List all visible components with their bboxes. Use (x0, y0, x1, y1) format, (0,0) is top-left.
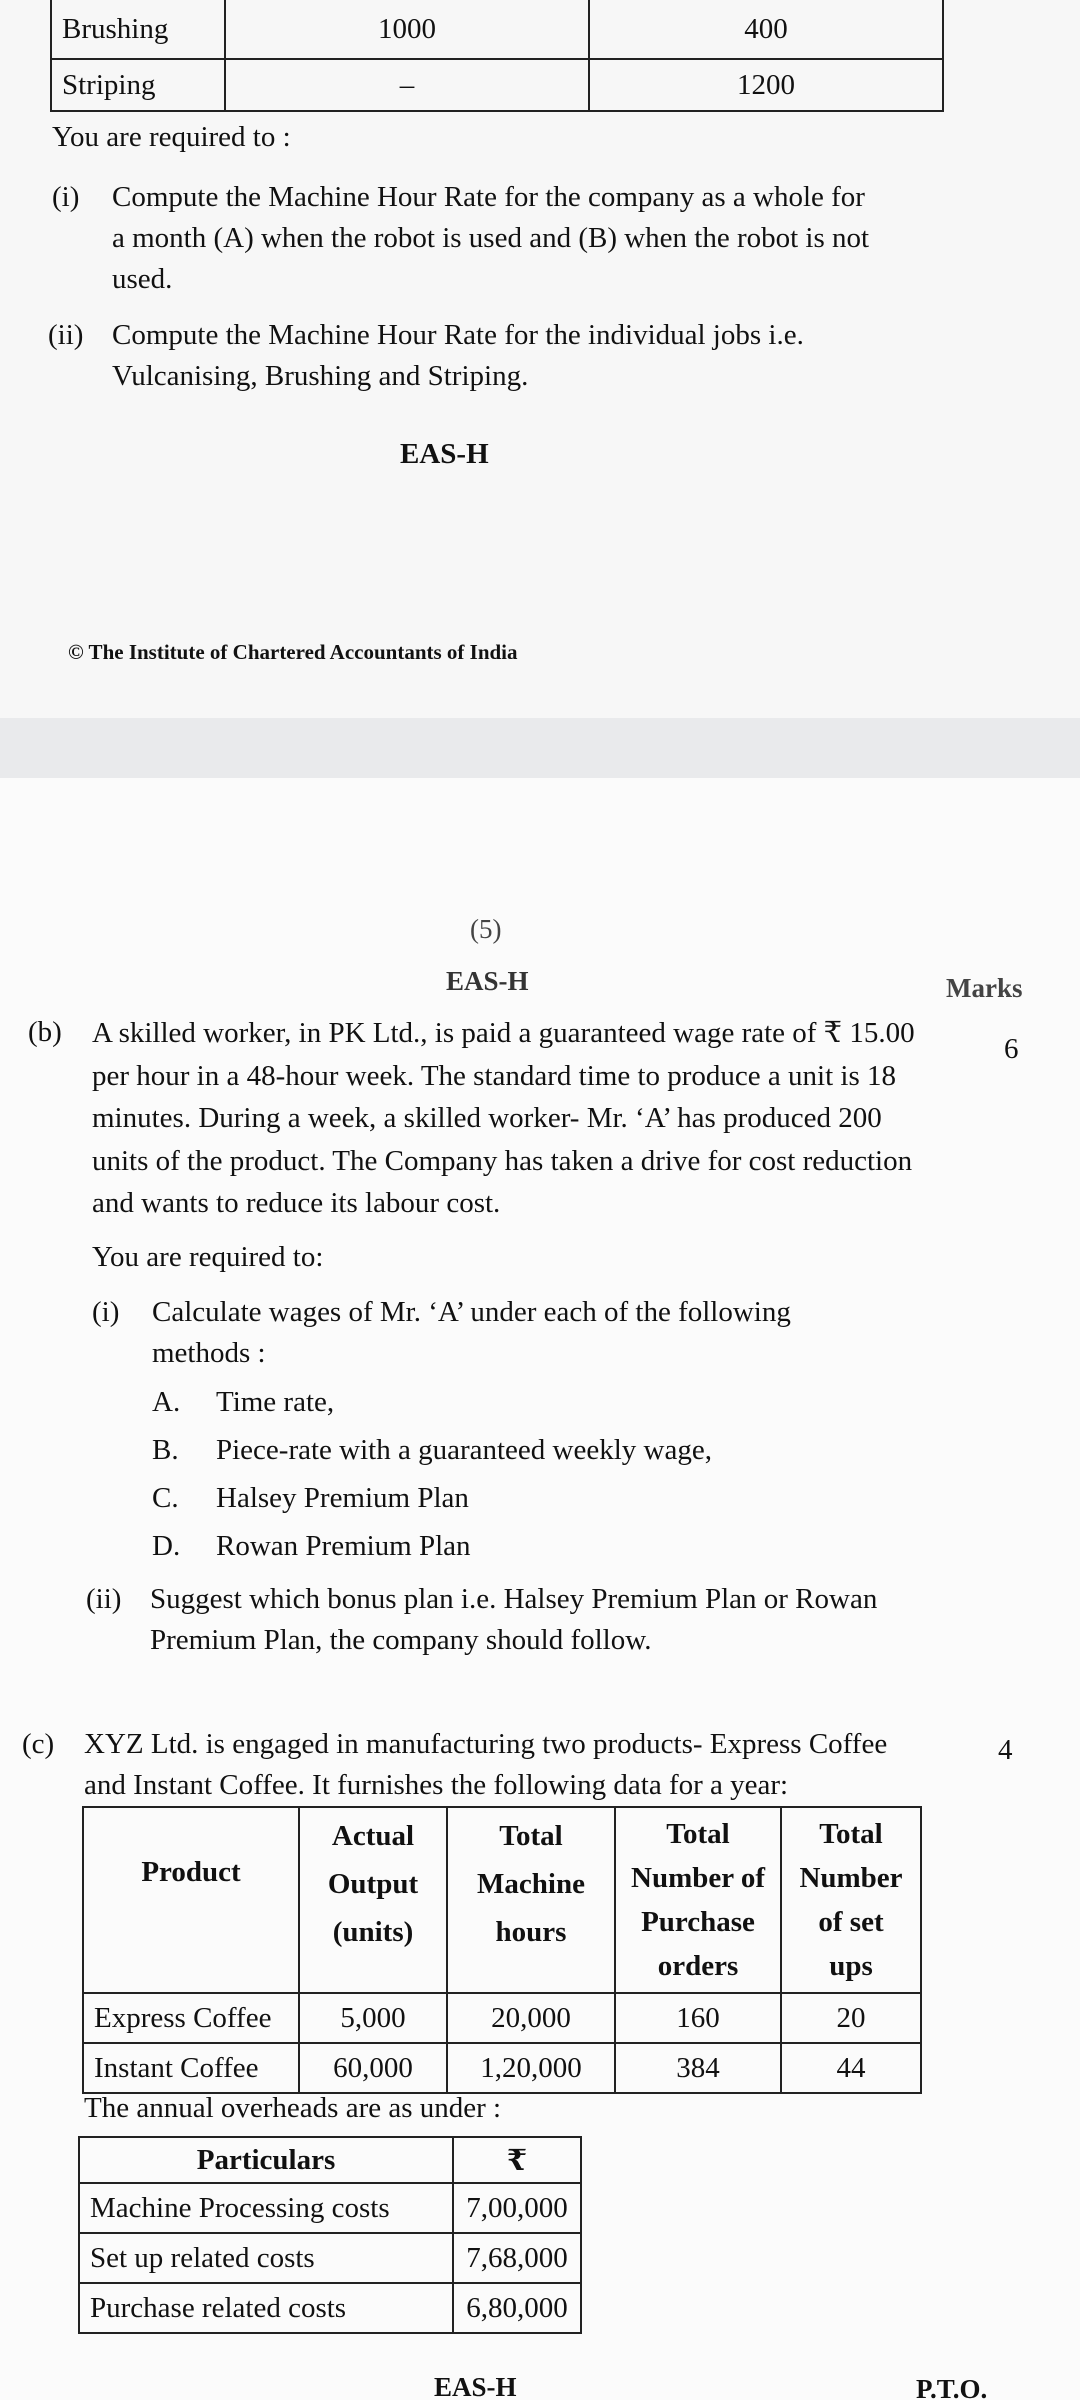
table-cell: Brushing (51, 0, 225, 59)
table-header-row (83, 1807, 921, 1993)
sub-i-text (152, 1292, 932, 1374)
required-text: You are required to : (52, 121, 291, 153)
footer-code: EAS-H (434, 2372, 517, 2402)
text-line: Vulcanising, Brushing and Striping. (112, 360, 529, 392)
methods-list (152, 1378, 712, 1570)
table-cell: 44 (781, 2043, 921, 2093)
table-cell: 6,80,000 (453, 2283, 581, 2333)
header-setups (781, 1807, 921, 1993)
pto-label: P.T.O. (916, 2374, 988, 2404)
header-purchase (615, 1807, 781, 1993)
table-cell: 384 (615, 2043, 781, 2093)
list-item (152, 1522, 712, 1570)
question-b-label: (b) (28, 1016, 62, 1048)
table-cell: 20 (781, 1993, 921, 2043)
header-line: (units) (332, 1916, 414, 1948)
item-ii-num: (ii) (48, 319, 84, 351)
item-ii (112, 315, 932, 397)
list-item (152, 1426, 712, 1474)
text-line: per hour in a 48-hour week. The standard time to produce a unit is 18 (92, 1059, 896, 1092)
method-letter: D. (152, 1530, 181, 1562)
method-letter: B. (152, 1434, 179, 1466)
table-row (83, 1993, 921, 2043)
table-row (83, 2043, 921, 2093)
table-cell: Purchase related costs (79, 2283, 453, 2333)
top-table (50, 0, 944, 112)
paper-code: EAS-H (446, 966, 529, 996)
table-cell: 60,000 (299, 2043, 447, 2093)
table-cell: 5,000 (299, 1993, 447, 2043)
text-line: Premium Plan, the company should follow. (150, 1624, 652, 1656)
table-row (79, 2283, 581, 2333)
method-text: Time rate, (216, 1386, 335, 1418)
item-i-num: (i) (52, 181, 80, 213)
question-c-text (84, 1724, 964, 1806)
text-line: and Instant Coffee. It furnishes the following data for a year: (84, 1769, 789, 1801)
table-cell: – (225, 59, 589, 111)
sub-ii-text (150, 1579, 940, 1661)
header-line: Total (499, 1820, 563, 1852)
table-cell: 400 (589, 0, 943, 59)
header-line: ups (829, 1950, 873, 1982)
table-cell: 20,000 (447, 1993, 615, 2043)
list-item (152, 1474, 712, 1522)
header-product: Product (83, 1807, 299, 1993)
paper-code: EAS-H (400, 438, 489, 470)
method-letter: C. (152, 1482, 179, 1514)
header-line: orders (657, 1950, 739, 1982)
overheads-table (78, 2136, 582, 2334)
header-machine (447, 1807, 615, 1993)
method-text: Piece-rate with a guaranteed weekly wage, (216, 1434, 712, 1466)
text-line: XYZ Ltd. is engaged in manufacturing two products- Express Coffee (84, 1728, 888, 1760)
item-i (112, 177, 932, 300)
page-1 (0, 0, 1080, 718)
page-number: (5) (470, 914, 502, 944)
table-row (51, 0, 943, 59)
question-b-marks: 6 (1004, 1033, 1019, 1065)
table-cell: 160 (615, 1993, 781, 2043)
header-line: Total (819, 1818, 883, 1850)
table-cell: 1000 (225, 0, 589, 59)
method-text: Rowan Premium Plan (216, 1530, 471, 1562)
text-line: used. (112, 263, 173, 295)
table-cell: Machine Processing costs (79, 2183, 453, 2233)
required-text: You are required to: (92, 1241, 324, 1273)
text-line: units of the product. The Company has taken a drive for cost reduction (92, 1144, 913, 1177)
table-cell: Set up related costs (79, 2233, 453, 2283)
header-particulars: Particulars (79, 2137, 453, 2183)
table-cell: 7,68,000 (453, 2233, 581, 2283)
list-item (152, 1378, 712, 1426)
table-row (79, 2233, 581, 2283)
question-c-marks: 4 (998, 1734, 1013, 1766)
header-line: hours (495, 1916, 567, 1948)
question-b-text (92, 1012, 952, 1225)
text-line: A skilled worker, in PK Ltd., is paid a guaranteed wage rate of ₹ 15.00 (92, 1017, 915, 1049)
header-line: Purchase (641, 1906, 755, 1938)
header-line: Number (799, 1862, 903, 1894)
text-line: a month (A) when the robot is used and (B) when the robot is not (112, 222, 870, 254)
table-cell: 7,00,000 (453, 2183, 581, 2233)
copyright: © The Institute of Chartered Accountants of India (68, 640, 518, 664)
header-line: Number of (631, 1862, 765, 1894)
overheads-intro: The annual overheads are as under : (84, 2092, 502, 2124)
table-cell: 1,20,000 (447, 2043, 615, 2093)
table-cell: Instant Coffee (83, 2043, 299, 2093)
table-cell: Striping (51, 59, 225, 111)
text-line: Calculate wages of Mr. ‘A’ under each of the following (152, 1296, 791, 1328)
header-line: Total (666, 1818, 730, 1850)
sub-i-num: (i) (92, 1296, 120, 1328)
text-line: methods : (152, 1337, 266, 1369)
products-table (82, 1806, 922, 2094)
method-text: Halsey Premium Plan (216, 1482, 469, 1514)
table-row (79, 2183, 581, 2233)
text-line: minutes. During a week, a skilled worker- Mr. ‘A’ has produced 200 (92, 1102, 882, 1134)
text-line: Suggest which bonus plan i.e. Halsey Premium Plan or Rowan (150, 1583, 878, 1615)
page-2 (0, 778, 1080, 2404)
header-line: Actual (331, 1820, 415, 1852)
text-line: Compute the Machine Hour Rate for the company as a whole for (112, 181, 865, 213)
header-line: of set (818, 1906, 884, 1938)
header-line: Machine (477, 1868, 585, 1900)
table-cell: Express Coffee (83, 1993, 299, 2043)
question-c-label: (c) (22, 1728, 55, 1760)
table-cell: 1200 (589, 59, 943, 111)
header-amount: ₹ (453, 2137, 581, 2183)
page-separator (0, 718, 1080, 778)
header-line: Output (327, 1868, 419, 1900)
method-letter: A. (152, 1386, 181, 1418)
marks-label: Marks (946, 973, 1023, 1003)
header-output (299, 1807, 447, 1993)
table-header-row (79, 2137, 581, 2183)
table-row (51, 59, 943, 111)
text-line: and wants to reduce its labour cost. (92, 1187, 501, 1219)
sub-ii-num: (ii) (86, 1583, 122, 1615)
text-line: Compute the Machine Hour Rate for the individual jobs i.e. (112, 319, 804, 351)
